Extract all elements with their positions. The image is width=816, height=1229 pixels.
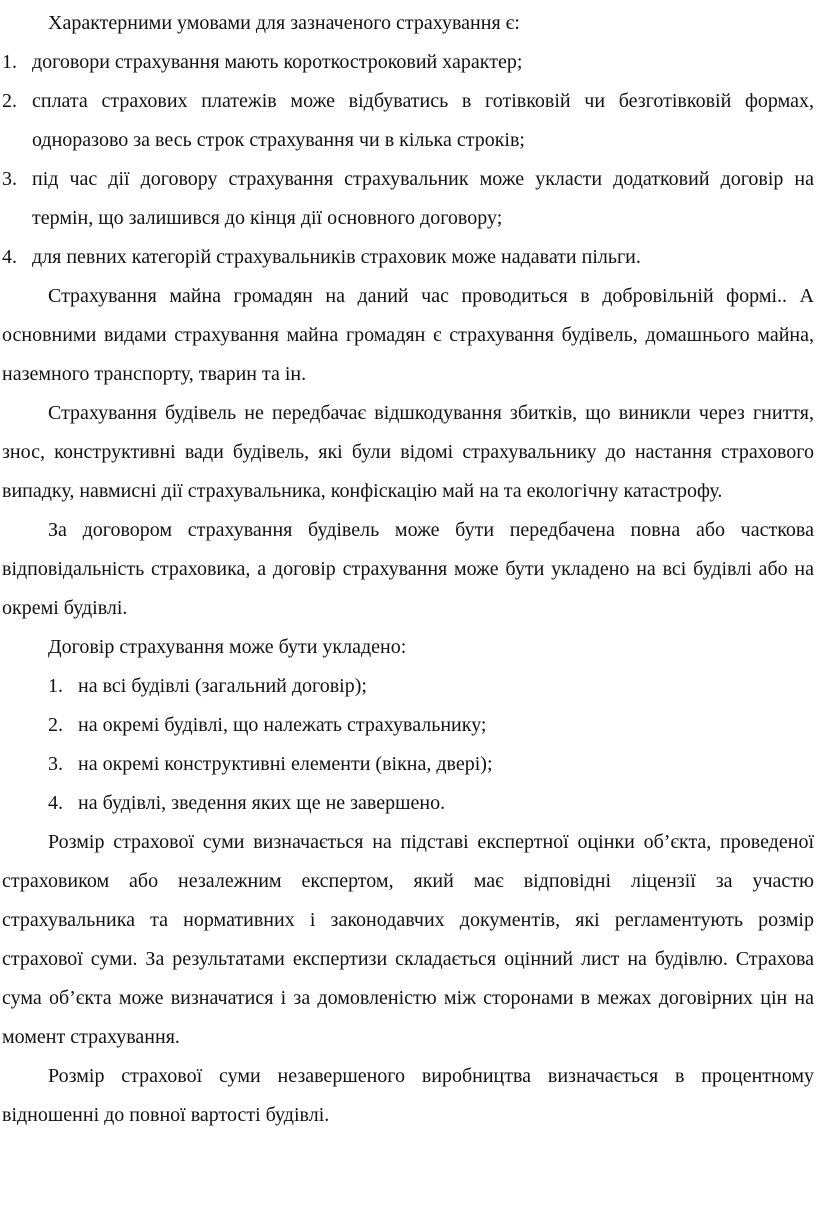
condition-item-3 [2,160,814,238]
contract-type-item-4 [2,784,814,823]
contract-type-text: на окремі будівлі, що належать страхувальнику; [78,714,487,736]
conditions-intro: Характерними умовами для зазначеного страхування є: [48,12,520,34]
list-number: 1. [2,51,17,73]
property-insurance-paragraph: Страхування майна громадян на даний час проводиться в добровільній формі.. А основними видами страхування майна громадян є страхування будівель, домашнього майна, наземного транспорту, тварин та ін. [2,285,814,385]
list-number: 4. [2,246,17,268]
condition-text: під час дії договору страхування страхувальник може укласти додатковий договір на термін, що залишився до кінця дії основного договору; [32,168,814,229]
contract-type-text: на всі будівлі (загальний договір); [78,675,367,697]
unfinished-construction-paragraph: Розмір страхової суми незавершеного виробництва визначається в процентному відношенні до повної вартості будівлі. [2,1065,814,1126]
contract-intro: Договір страхування може бути укладено: [48,636,407,658]
contract-type-item-1 [2,667,814,706]
list-number: 3. [2,168,17,190]
condition-item-2 [2,82,814,160]
exclusions-paragraph: Страхування будівель не передбачає відшкодування збитків, що виникли через гниття, знос, конструктивні вади будівель, які були відомі страхувальнику до настання страхового випадку, навмисні дії страхувальника, конфіскацію май на та екологічну катастрофу. [2,402,814,502]
condition-text: для певних категорій страхувальників страховик може надавати пільги. [32,246,641,268]
list-number: 2. [48,714,63,736]
contract-type-item-2 [2,706,814,745]
condition-item-1 [2,43,814,82]
contract-type-item-3 [2,745,814,784]
conditions-list [2,43,814,277]
liability-paragraph: За договором страхування будівель може бути передбачена повна або часткова відповідальність страховика, а договір страхування може бути укладено на всі будівлі або на окремі будівлі. [2,519,814,619]
list-number: 3. [48,753,63,775]
sum-insured-paragraph: Розмір страхової суми визначається на підставі експертної оцінки об’єкта, проведеної страховиком або незалежним експертом, який має відповідні ліцензії за участю страхувальника та нормативних і законодавчих документів, які регламентують розмір страхової суми. За результатами експертизи складається оцінний лист на будівлю. Страхова сума об’єкта може визначатися і за домовленістю між сторонами в межах договірних цін на момент страхування. [2,831,814,1048]
contract-types-list [2,667,814,823]
list-number: 2. [2,90,17,112]
condition-item-4 [2,238,814,277]
condition-text: договори страхування мають короткостроковий характер; [32,51,523,73]
contract-type-text: на окремі конструктивні елементи (вікна, двері); [78,753,493,775]
condition-text: сплата страхових платежів може відбуватись в готівковій чи безготівковій формах, одноразово за весь строк страхування чи в кілька строків; [32,90,814,151]
list-number: 4. [48,792,63,814]
list-number: 1. [48,675,63,697]
contract-type-text: на будівлі, зведення яких ще не завершено. [78,792,446,814]
